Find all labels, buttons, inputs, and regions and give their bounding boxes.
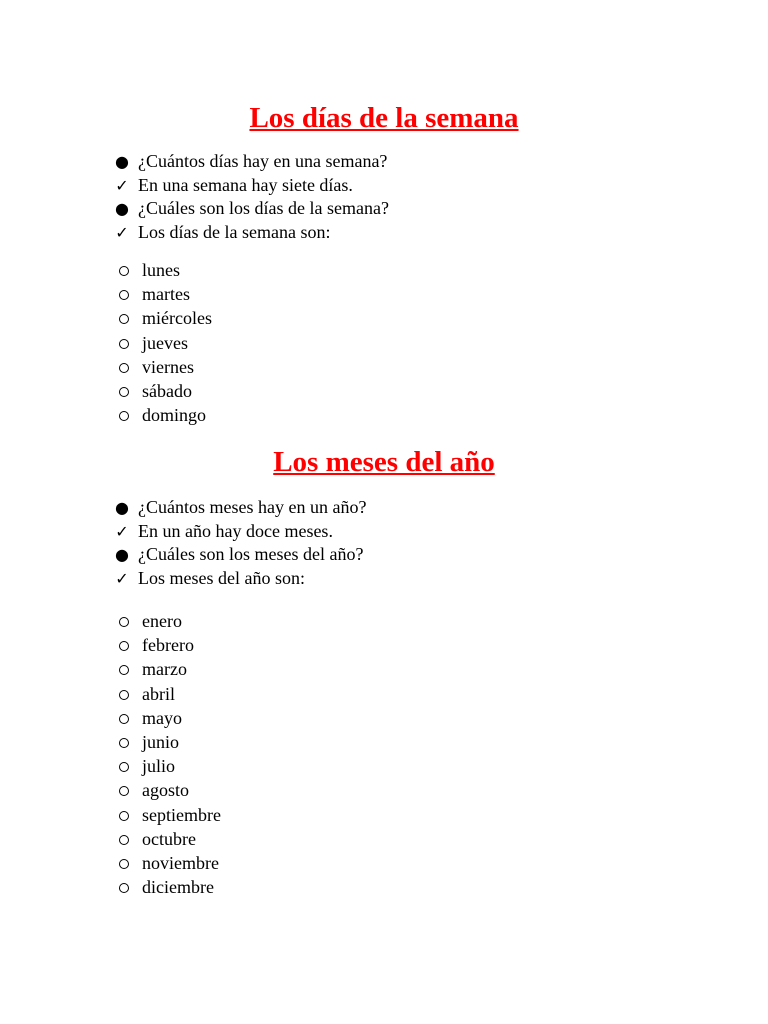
circle-bullet-icon	[119, 266, 129, 276]
list-item	[116, 851, 616, 875]
month-name: febrero	[142, 635, 194, 656]
circle-bullet-icon	[119, 786, 129, 796]
list-item	[116, 706, 616, 730]
list-item	[116, 803, 616, 827]
list-item	[116, 633, 616, 657]
list-item	[116, 403, 616, 427]
day-name: domingo	[142, 405, 207, 426]
month-name: agosto	[142, 780, 189, 801]
months-title: Los meses del año	[273, 446, 495, 478]
circle-bullet-icon	[119, 883, 129, 893]
month-name: diciembre	[142, 877, 214, 898]
days-answer-1	[112, 174, 712, 198]
checkmark-icon: ✓	[115, 568, 129, 588]
qa-text: ¿Cuántos meses hay en un año?	[138, 497, 367, 517]
circle-bullet-icon	[119, 411, 129, 421]
months-question-2	[112, 543, 712, 567]
month-name: marzo	[142, 659, 187, 680]
day-name: sábado	[142, 380, 192, 401]
qa-text: Los días de la semana son:	[138, 221, 331, 242]
list-item	[116, 657, 616, 681]
qa-text: Los meses del año son:	[138, 567, 305, 588]
bullet-icon: ●	[115, 152, 129, 171]
circle-bullet-icon	[119, 314, 129, 324]
qa-text: ¿Cuáles son los meses del año?	[138, 544, 364, 564]
circle-bullet-icon	[119, 714, 129, 724]
circle-bullet-icon	[119, 641, 129, 651]
checkmark-icon: ✓	[115, 521, 129, 541]
circle-bullet-icon	[119, 835, 129, 845]
list-item	[116, 778, 616, 802]
month-name: abril	[142, 683, 175, 704]
months-answer-1	[112, 520, 712, 544]
months-list	[116, 609, 616, 899]
day-name: viernes	[142, 356, 194, 377]
day-name: jueves	[142, 332, 188, 353]
months-question-1	[112, 496, 712, 520]
month-name: octubre	[142, 828, 196, 849]
circle-bullet-icon	[119, 859, 129, 869]
months-qa-list	[112, 496, 712, 590]
list-item	[116, 306, 616, 330]
circle-bullet-icon	[119, 339, 129, 349]
qa-text: ¿Cuáles son los días de la semana?	[138, 198, 389, 218]
days-qa-list	[112, 150, 712, 244]
list-item	[116, 258, 616, 282]
circle-bullet-icon	[119, 290, 129, 300]
list-item	[116, 331, 616, 355]
circle-bullet-icon	[119, 665, 129, 675]
list-item	[116, 827, 616, 851]
list-item	[116, 730, 616, 754]
circle-bullet-icon	[119, 811, 129, 821]
circle-bullet-icon	[119, 387, 129, 397]
day-name: lunes	[142, 260, 180, 280]
list-item	[116, 609, 616, 633]
bullet-icon: ●	[115, 199, 129, 218]
circle-bullet-icon	[119, 738, 129, 748]
circle-bullet-icon	[119, 762, 129, 772]
month-name: junio	[142, 731, 180, 752]
list-item	[116, 682, 616, 706]
qa-text: En una semana hay siete días.	[138, 174, 353, 195]
bullet-icon: ●	[115, 498, 129, 517]
days-title: Los días de la semana	[249, 102, 519, 134]
days-list	[116, 258, 616, 427]
circle-bullet-icon	[119, 363, 129, 373]
list-item	[116, 282, 616, 306]
month-name: septiembre	[142, 804, 221, 825]
circle-bullet-icon	[119, 617, 129, 627]
month-name: julio	[142, 756, 176, 777]
days-question-2	[112, 197, 712, 221]
qa-text: En un año hay doce meses.	[138, 520, 333, 541]
checkmark-icon: ✓	[115, 175, 129, 195]
month-name: mayo	[142, 707, 182, 728]
days-answer-2	[112, 221, 712, 245]
qa-text: ¿Cuántos días hay en una semana?	[138, 151, 388, 171]
months-answer-2	[112, 567, 712, 591]
list-item	[116, 875, 616, 899]
list-item	[116, 379, 616, 403]
bullet-icon: ●	[115, 545, 129, 564]
day-name: martes	[142, 284, 190, 305]
month-name: enero	[142, 611, 182, 631]
circle-bullet-icon	[119, 690, 129, 700]
day-name: miércoles	[142, 308, 212, 329]
list-item	[116, 754, 616, 778]
days-question-1	[112, 150, 712, 174]
month-name: noviembre	[142, 852, 219, 873]
checkmark-icon: ✓	[115, 222, 129, 242]
list-item	[116, 355, 616, 379]
